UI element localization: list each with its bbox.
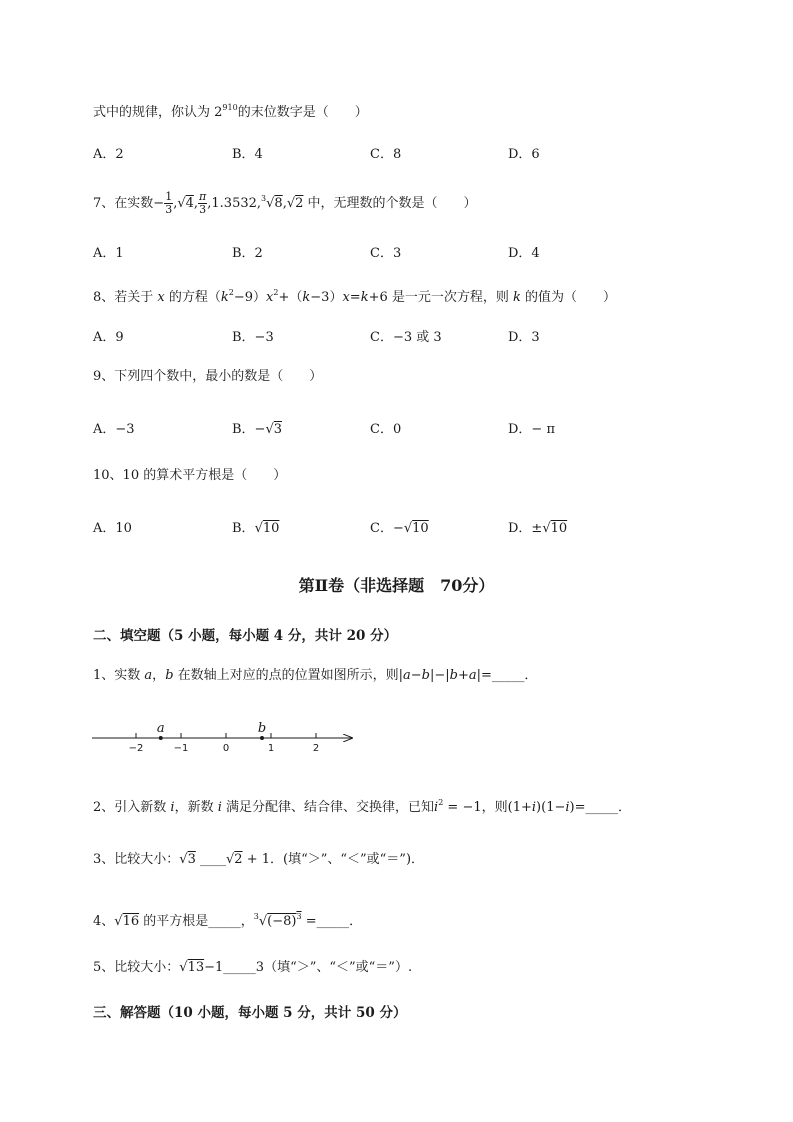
fill-question-2: 2、引入新数 i，新数 i 满足分配律、结合律、交换律，已知$i^2 = -1$，则(1+i)(1−i)=_____． xyxy=(93,798,632,815)
option-d[interactable]: D．− π xyxy=(508,422,555,437)
question-7: 7、在实数− $\frac{1}{3}$ ,√4, $\frac{\pi}{3}$ ,1.3532,$^3$√8,√2 中，无理数的个数是（ ） xyxy=(93,190,477,216)
fraction-one-third: $\frac{1}{3}$ xyxy=(165,190,173,216)
answer-blank[interactable]: _____ xyxy=(223,960,256,975)
question-8-options xyxy=(93,326,653,344)
option-c[interactable]: C．8 xyxy=(370,147,402,162)
question-6-tail: 式中的规律，你认为 $2^{910}$的末位数字是（ ） xyxy=(93,103,368,120)
fraction-pi-third: $\frac{\pi}{3}$ xyxy=(199,190,207,216)
part-2-title: 第Ⅱ卷（非选择题 70分） xyxy=(298,576,495,595)
option-b[interactable]: B．4 xyxy=(232,147,263,162)
option-a[interactable]: A．1 xyxy=(93,246,124,261)
answer-blank[interactable]: _____ xyxy=(316,914,350,929)
option-c[interactable]: C．−√10 xyxy=(370,521,429,536)
fill-question-4: 4、√16 的平方根是_____，$^3√(-8)^3$ =_____． xyxy=(93,912,363,929)
tick-label: −1 xyxy=(173,743,189,754)
option-a[interactable]: A．2 xyxy=(93,147,124,162)
option-a[interactable]: A．9 xyxy=(93,330,124,345)
option-b[interactable]: B．√10 xyxy=(232,521,280,536)
question-10-options xyxy=(93,517,653,535)
section-2-heading: 二、填空题（5 小题，每小题 4 分，共计 20 分） xyxy=(93,628,398,644)
option-d[interactable]: D．6 xyxy=(508,147,540,162)
answer-blank[interactable]: _____ xyxy=(585,800,618,815)
option-c[interactable]: C．0 xyxy=(370,422,402,437)
fill-question-1: 1、实数 a，b 在数轴上对应的点的位置如图所示，则|a−b|−|b+a|=_____． xyxy=(93,668,538,683)
option-a[interactable]: A．−3 xyxy=(93,422,135,437)
fill-question-5: 5、比较大小：√13−1_____3（填“＞”、“＜”或“＝”）. xyxy=(93,960,413,975)
option-d[interactable]: D．3 xyxy=(508,330,540,345)
option-d[interactable]: D．±√10 xyxy=(508,521,568,536)
number-line xyxy=(90,716,360,756)
option-b[interactable]: B．−3 xyxy=(232,330,274,345)
point-b xyxy=(260,736,264,740)
option-a[interactable]: A．10 xyxy=(93,521,132,536)
question-8: 8、若关于 x 的方程$(k^2-9)x^2+(k-3)x=k+6$ 是一元一次方程，则 k 的值为（ ） xyxy=(93,288,617,305)
question-9-options xyxy=(93,418,653,436)
tick-label: 1 xyxy=(267,743,275,754)
option-b[interactable]: B．2 xyxy=(232,246,263,261)
answer-blank[interactable]: ____ xyxy=(200,852,226,867)
exponent: 910 xyxy=(222,103,238,112)
option-c[interactable]: C．−3 或 3 xyxy=(370,330,442,345)
question-6-options xyxy=(93,143,653,161)
tick-label: −2 xyxy=(128,743,144,754)
option-b[interactable]: B．−√3 xyxy=(232,422,283,437)
answer-blank[interactable]: _____ xyxy=(491,668,525,683)
point-label-a: a xyxy=(156,721,165,736)
question-10: 10、10 的算术平方根是（ ） xyxy=(93,468,287,483)
question-7-options xyxy=(93,242,653,260)
option-d[interactable]: D．4 xyxy=(508,246,540,261)
tick-label: 0 xyxy=(222,743,230,754)
question-9: 9、下列四个数中，最小的数是（ ） xyxy=(93,369,323,384)
tick-label: 2 xyxy=(312,743,320,754)
point-label-b: b xyxy=(257,721,267,736)
section-3-heading: 三、解答题（10 小题，每小题 5 分，共计 50 分） xyxy=(93,1005,407,1021)
fill-question-3: 3、比较大小：√3 ____√2 + 1．(填“＞”、“＜”或“＝”)． xyxy=(93,852,425,867)
answer-blank[interactable]: _____ xyxy=(208,914,241,929)
option-c[interactable]: C．3 xyxy=(370,246,402,261)
point-a xyxy=(159,736,163,740)
